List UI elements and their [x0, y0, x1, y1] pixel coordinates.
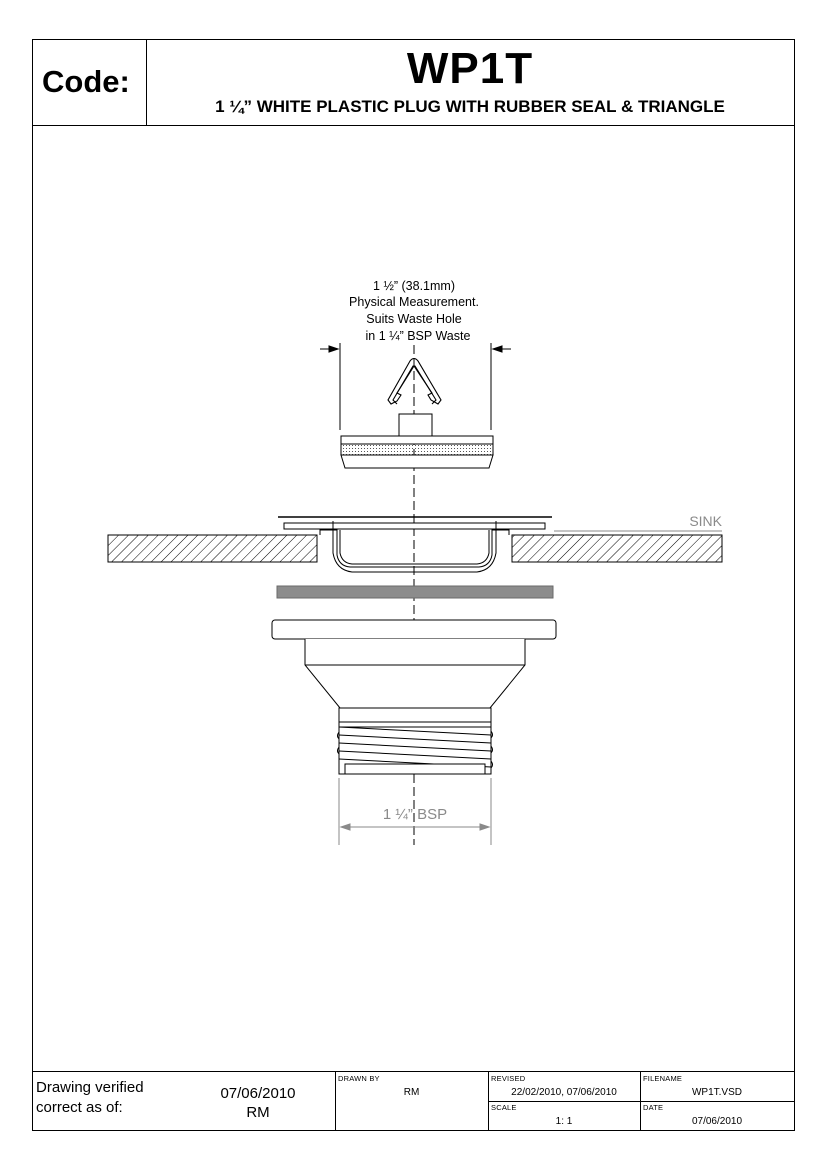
- verified-value: [183, 1084, 333, 1122]
- verified-by: RM: [246, 1104, 270, 1121]
- plug-body: [341, 436, 493, 468]
- waste-flange: [278, 517, 552, 572]
- sink-worktop: [108, 535, 722, 562]
- verified-label: [36, 1078, 186, 1118]
- drawn-by-cell: [335, 1072, 488, 1101]
- footer-block: [32, 1071, 795, 1131]
- date-value: 07/06/2010: [691, 1116, 743, 1127]
- verified-date: 07/06/2010: [220, 1085, 296, 1102]
- code-label: Code:: [42, 64, 130, 99]
- product-code: WP1T: [406, 44, 534, 93]
- dimension-note-line-1: 1 ½” (38.1mm): [373, 279, 455, 293]
- sink-label: SINK: [689, 513, 722, 529]
- plug-stem: [399, 414, 432, 437]
- scale-cell: [488, 1101, 640, 1130]
- verified-label-line-2: correct as of:: [36, 1099, 123, 1116]
- bsp-thread: [338, 722, 493, 774]
- scale-label: SCALE: [491, 1103, 517, 1112]
- filename-value: WP1T.VSD: [691, 1087, 742, 1098]
- date-label: DATE: [643, 1103, 664, 1112]
- dimension-note-line-2: Physical Measurement.: [349, 295, 479, 309]
- revised-label: REVISED: [491, 1074, 526, 1083]
- filename-cell: [640, 1072, 794, 1101]
- drawn-by-label: DRAWN BY: [338, 1074, 380, 1083]
- bsp-size-label: 1 ¼” BSP: [382, 806, 448, 823]
- dimension-note-line-4: in 1 ¼” BSP Waste: [365, 329, 471, 343]
- drawn-by-value: RM: [403, 1087, 420, 1098]
- product-description: 1 ¼” WHITE PLASTIC PLUG WITH RUBBER SEAL & TRIANGLE: [215, 97, 725, 116]
- date-cell: [640, 1101, 794, 1130]
- revised-cell: [488, 1072, 640, 1101]
- scale-value: 1: 1: [555, 1116, 573, 1127]
- revised-value: 22/02/2010, 07/06/2010: [511, 1087, 617, 1098]
- verified-label-line-1: Drawing verified: [36, 1079, 144, 1096]
- filename-label: FILENAME: [643, 1074, 683, 1083]
- washer: [277, 586, 553, 598]
- dimension-note-line-3: Suits Waste Hole: [366, 312, 462, 326]
- waste-body: [272, 620, 556, 722]
